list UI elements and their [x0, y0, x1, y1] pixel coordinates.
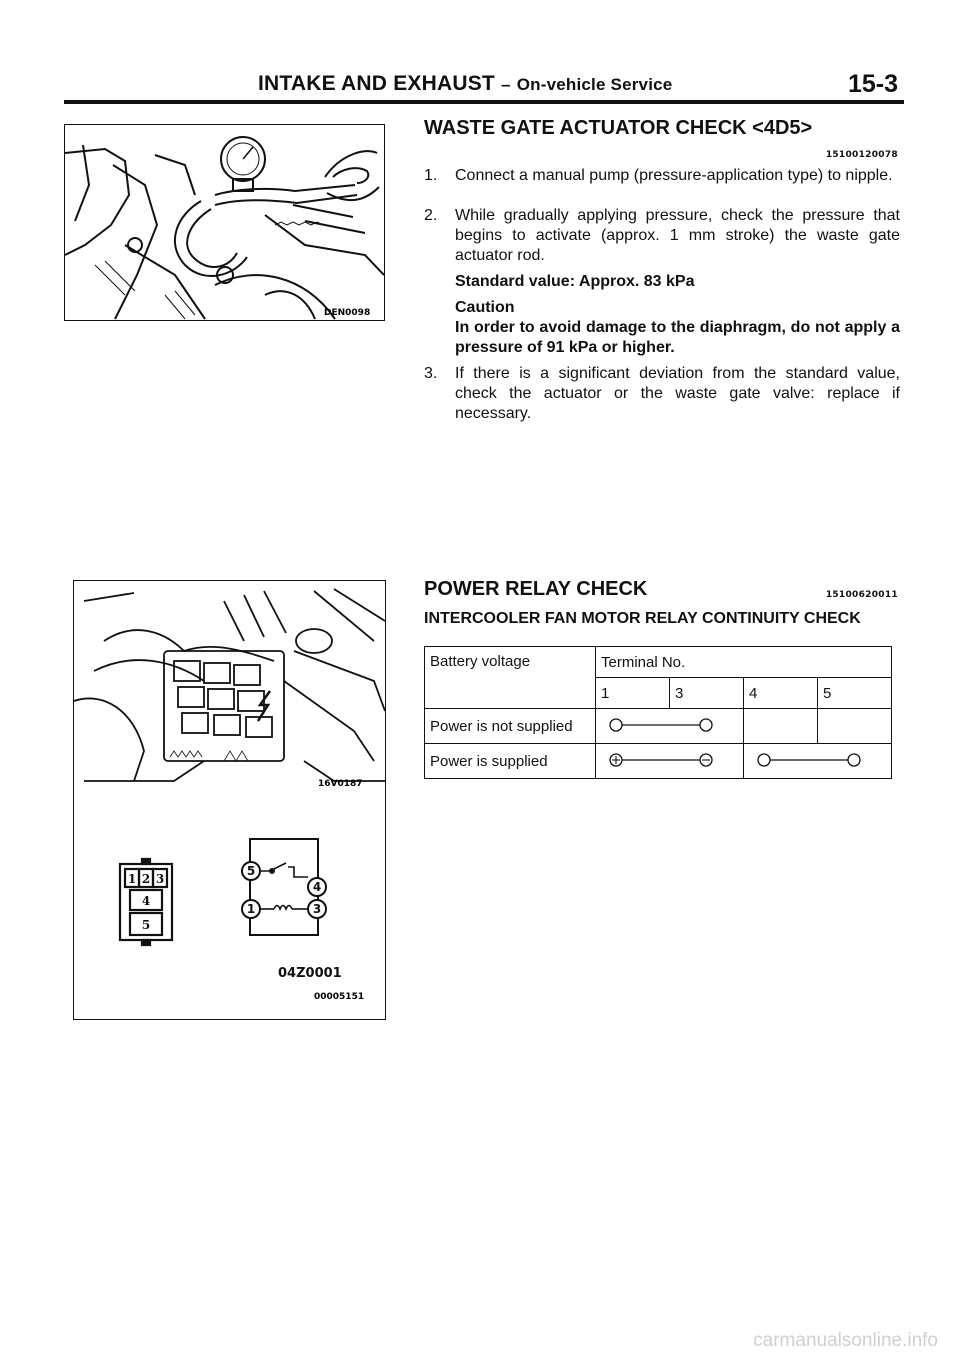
- continuity-4-5: [744, 744, 892, 779]
- relay-terminal-1: 1: [246, 902, 256, 916]
- table-row: [425, 744, 892, 779]
- header-title: [258, 72, 672, 96]
- connector-pin-3: 3: [155, 872, 165, 886]
- connector-pin-4: 4: [141, 894, 151, 908]
- figure2-code: 16V0187: [318, 779, 363, 789]
- power-relay-subtitle: INTERCOOLER FAN MOTOR RELAY CONTINUITY CHECK: [424, 610, 861, 627]
- step-1-text: Connect a manual pump (pressure-application type) to nipple.: [455, 167, 893, 184]
- waste-gate-ref: 15100120078: [825, 150, 898, 160]
- cell-empty: [744, 709, 818, 744]
- figure2-code2: 04Z0001: [278, 966, 342, 981]
- table-header-row: [425, 647, 892, 678]
- figure-waste-gate-illustration: [64, 124, 385, 321]
- battery-polarity-symbol: [596, 744, 742, 774]
- step-1-number: 1.: [424, 167, 438, 184]
- col-terminal-header: Terminal No.: [596, 647, 892, 678]
- continuity-table: [424, 646, 892, 779]
- waste-gate-title: WASTE GATE ACTUATOR CHECK <4D5>: [424, 117, 813, 139]
- waste-gate-step-3: [424, 364, 900, 424]
- figure2-code3: 00005151: [314, 992, 365, 1002]
- continuity-symbol: [744, 744, 890, 774]
- continuity-symbol: [596, 709, 742, 739]
- battery-1-3: [596, 744, 744, 779]
- row-label-supplied: Power is supplied: [425, 744, 596, 779]
- power-relay-title: POWER RELAY CHECK: [424, 578, 648, 600]
- cell-empty: [818, 709, 892, 744]
- table-row: [425, 709, 892, 744]
- relay-drawing: [74, 581, 385, 1019]
- header-subsection: On-vehicle Service: [516, 75, 673, 94]
- relay-terminal-4: 4: [312, 880, 322, 894]
- waste-gate-step-1: [424, 166, 900, 186]
- relay-terminal-3: 3: [312, 902, 322, 916]
- step-2-number: 2.: [424, 207, 438, 224]
- col-battery-voltage-header: Battery voltage: [425, 647, 596, 709]
- terminal-4: 4: [744, 678, 818, 709]
- caution-text: In order to avoid damage to the diaphragm, do not apply a pressure of 91 kPa or higher.: [455, 319, 900, 356]
- connector-pin-5: 5: [141, 918, 151, 932]
- header-divider: [64, 100, 904, 104]
- caution-label: Caution: [455, 299, 515, 316]
- waste-gate-drawing: [65, 125, 384, 320]
- header-dash: –: [501, 75, 511, 94]
- figure-relay-illustration: [73, 580, 386, 1020]
- row-label-not-supplied: Power is not supplied: [425, 709, 596, 744]
- header-section: INTAKE AND EXHAUST: [258, 72, 495, 95]
- standard-value: Standard value: Approx. 83 kPa: [455, 273, 695, 290]
- relay-terminal-5: 5: [246, 864, 256, 878]
- waste-gate-step-2: [424, 206, 900, 266]
- continuity-1-3: [596, 709, 744, 744]
- terminal-1: 1: [596, 678, 670, 709]
- step-3-number: 3.: [424, 365, 438, 382]
- step-2-text: While gradually applying pressure, check the pressure that begins to activate (approx. 1 mm stroke) the waste gate actuator rod.: [455, 207, 900, 264]
- connector-pin-2: 2: [141, 872, 151, 886]
- terminal-5: 5: [818, 678, 892, 709]
- step-3-text: If there is a significant deviation from the standard value, check the actuator or the waste gate valve: replace if necessary.: [455, 365, 900, 422]
- page-number: 15-3: [847, 70, 898, 98]
- watermark: carmanualsonline.info: [753, 1330, 938, 1351]
- connector-pin-1: 1: [127, 872, 137, 886]
- figure1-code: DEN0098: [324, 308, 371, 318]
- terminal-3: 3: [670, 678, 744, 709]
- power-relay-ref: 15100620011: [825, 590, 898, 600]
